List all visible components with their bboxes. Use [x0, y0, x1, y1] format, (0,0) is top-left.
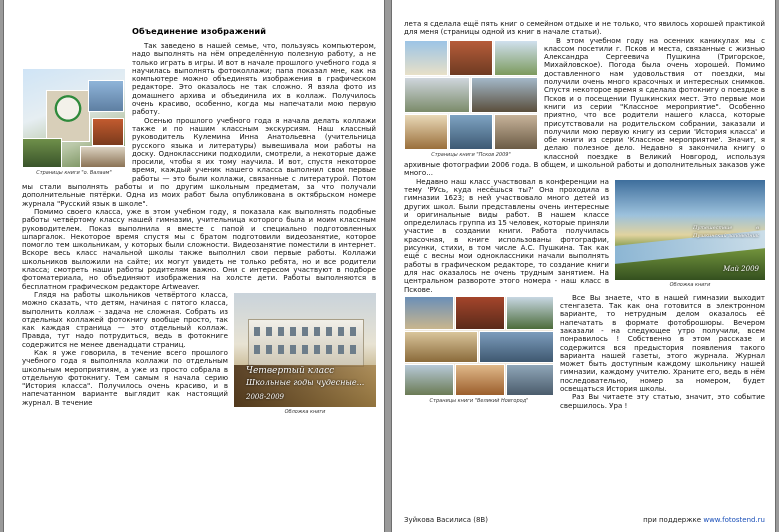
photo-tile — [404, 114, 448, 150]
window-shape — [290, 327, 296, 336]
pskov-collage — [404, 40, 538, 150]
photo-tile — [404, 296, 454, 330]
photo-tile — [404, 331, 478, 363]
figure-caption: Страницы книги "о. Валаам" — [36, 170, 112, 176]
left-page-content — [22, 0, 376, 532]
window-shape — [350, 327, 356, 336]
left-page — [4, 0, 384, 532]
window-shape — [254, 327, 260, 336]
paragraph: Все Вы знаете, что в нашей гимназии выходит стенгазета. Так как она готовится в электронном варианте, то нетрудным делом оказалось её напечатать в формате фотоброшюры. Вечером заказали - на следующее утро получили, всем понравилось ! Собственно в этом рассказе и содержится вся предыстория появления такого варианта нашей газеты, этого журнала. Журнал может быть доступным каждому школьнику нашей гимназии, каждому учителю. Храните его, ведь в нём последовательно, номер за номером, будет освещаться История школы. — [560, 292, 765, 394]
cover-overlay-title: Путешествие в Пушкинский заповедник — [693, 224, 759, 239]
cover-years: 2008-2009 — [246, 392, 284, 401]
novgorod-collage — [404, 296, 554, 396]
right-text — [404, 20, 765, 410]
photo-tile — [471, 77, 538, 113]
article-title: Объединение изображений — [131, 26, 267, 36]
photo-tile — [494, 40, 538, 76]
cover-date: Май 2009 — [723, 265, 759, 274]
photo-tile — [449, 40, 493, 76]
window-shape — [338, 345, 344, 354]
river-cover-figure — [615, 180, 765, 289]
valaam-figure — [22, 68, 126, 177]
photo-tile — [92, 118, 124, 146]
valaam-collage — [22, 68, 126, 168]
window-shape — [266, 345, 272, 354]
figure-caption: Страницы книги "Великий Новгород" — [429, 397, 529, 404]
window-shape — [326, 327, 332, 336]
photo-tile — [479, 331, 554, 363]
paragraph: Как я уже говорила, в течение всего прошлого учебного года я выполняла коллажи по отдельным школьным мероприятиям, а уже из просто собрала в отдельную фотокнигу. Тем самым я начала серию "История класса". Получилось очень красиво, и в напечатанном варианте выглядит как настоящий журнал. В течение — [22, 347, 228, 407]
window-shape — [326, 345, 332, 354]
footer-credit — [643, 516, 765, 524]
window-shape — [254, 345, 260, 354]
photo-tile — [80, 146, 126, 168]
paragraph: Глядя на работы школьников четвёртого класса, можно сказать, что детям, начиная с пятого класса, выполнить коллаж - задача не сложная. Собрать из отдельных коллажей фотокнигу вообще просто, так как каждая страница — это отдельный коллаж. Правда, тут надо потрудиться, ведь в фотокниге содержится не менее двенадцати страниц. — [22, 289, 228, 349]
paragraph: лета я сделала ещё пять книг о семейном отдыхе и не только, что явилось хорошей практикой для меня (страницы одной из книг в начале статьи). — [404, 19, 765, 37]
photo-tile — [455, 364, 505, 396]
window-shape — [278, 345, 284, 354]
paragraph: В этом учебном году на осенних каникулах мы с классом посетили г. Псков и места, связанные с жизнью Александра Сергеевича Пушкина (Тригорское, Михайловское). Погода была очень хорошей. Помимо доставленного нам удовольствия от поездки, мы получили очень много красочных и интересных снимков. Спустя некоторое время я сделала фотокнигу о поездке в Псков и о посещении Пушкинских мест. Это первые мои книги из серии "Классное мероприятие". Особенно приятно, что все родители нашего класса, которые присутствовали на родительском собрании, заказали и получили мою первую книгу из серии 'История класса' и обе книги из серии 'Классное мероприятие'. Значит, я делаю полезное дело. Недавно я закончила книгу о классной поездке в Великий Новгород, используя архивные фотографии 2006 года. В общем, и школьной работы и дополнительных заказов уже много... — [404, 35, 765, 178]
window-shape — [338, 327, 344, 336]
cover-title-line2: Школьные годы чудесные... — [246, 377, 365, 387]
paragraph: Так заведено в нашей семье, что, пользуясь компьютером, надо выполнять на нём определённую полезную работу, а не только играть в игры. И вот в начале прошлого учебного года я научилась выполнять фотоколлажи; папа показал мне, как на компьютере можно объединять изображения в графическом редакторе. Это оказалось не так сложно. Я взяла фото из домашнего архива и объединила их в коллаж. Получилось очень красиво, особенно, когда мы напечатали мою первую работу. — [132, 41, 376, 117]
photo-tile — [506, 296, 554, 330]
window-shape — [350, 345, 356, 354]
photo-tile — [404, 40, 448, 76]
right-page — [392, 0, 775, 532]
photo-tile — [88, 80, 124, 112]
window-shape — [314, 345, 320, 354]
pskov-figure — [404, 40, 538, 159]
paragraph: Недавно наш класс участвовал в конференции на тему 'РУсь, куда несёшься ты?' Она проходила в гимназии 1623; в ней участвовало много детей из других школ. Были представлены очень интересные и оригинальные виды работ. В нашем классе определилась группа из 15 человек, которые приняли участие в создании книги. Работа получилась красочная, в книге использованы фотографии, рисунки, стихи, в том числе А.С. Пушкина. Так как ещё с весны мои одноклассники начали выполнять работы в графическом редакторе, то создание книги для нас оказалось не очень трудным занятием. На центральном развороте этого номера - наш класс в Пскове. — [404, 176, 609, 294]
photo-tile — [404, 364, 454, 396]
paragraph: Помимо своего класса, уже в этом учебном году, я показала как выполнять подобные работы четвёртому классу нашей гимназии, учительница которого была и моим классным руководителем. Показ выполнила я вместе с папой и специально подготовленных шпаргалок. Некоторое время спустя мы с братом подготовили видеозанятие, которое помогло тем школьникам, у которых были сложности. Видеозанятие поместили в интернет. Вскоре весь класс начальной школы также выполнил свои первые работы. Коллажи школьников выложили на сайте; их могут увидеть не только ребята, но и все родители класса; смотреть наши работы родителям важно. Они с интересом участвуют в подборе фотоматериала, но объединяют изображения на холсте дети. Работы выполняются в бесплатном графическом редакторе Artweaver. — [22, 206, 376, 291]
figure-caption: Обложка книги — [669, 281, 711, 288]
figure-caption: Обложка книги — [284, 408, 326, 415]
photo-tile — [404, 77, 470, 113]
photo-tile — [455, 296, 505, 330]
window-shape — [302, 345, 308, 354]
figure-caption: Страницы книги "Псков 2009" — [431, 151, 511, 158]
window-shape — [266, 327, 272, 336]
cover-image — [234, 293, 376, 407]
photo-tile — [506, 364, 554, 396]
footer-site-link[interactable]: www.fotostend.ru — [703, 516, 765, 524]
paragraph: Осенью прошлого учебного года я начала делать коллажи также и по нашим классным экскурсиям. Наш классный руководитель Кулемина Инна Анатольевна (учительница русского языка и литературы) вывешивала мои работы на доску. Одноклассники подходили, смотрели, а некоторые даже просили, чтобы я их тому научила. И вот, спустя некоторое время, каждый ученик нашего класса выполнил свои первые работы — это были коллажи, связанные с литературой. Потом мы стали выполнять работы и по другим школьным предметам, за что получали дополнительные пятёрки. Одна из моих работ была опубликована в октябрьском номере журнала "Русский язык в школе". — [22, 115, 376, 208]
window-shape — [314, 327, 320, 336]
footer-author: Зуйкова Василиса (8В) — [404, 516, 488, 524]
cover-figure — [234, 293, 376, 416]
left-text — [22, 41, 376, 415]
window-shape — [290, 345, 296, 354]
window-shape — [278, 327, 284, 336]
novgorod-figure — [404, 296, 554, 405]
paragraph: Раз Вы читаете эту статью, значит, это событие свершилось. Ура ! — [560, 392, 765, 410]
river-cover-image — [615, 180, 765, 280]
cover-title-line1: Четвертый класс — [246, 365, 335, 376]
photo-tile — [494, 114, 538, 150]
right-page-content — [404, 0, 765, 532]
window-shape — [302, 327, 308, 336]
footer-support-text: при поддержке — [643, 516, 702, 524]
photo-tile — [449, 114, 493, 150]
photo-tile — [22, 138, 62, 168]
photo-tile — [46, 90, 90, 142]
